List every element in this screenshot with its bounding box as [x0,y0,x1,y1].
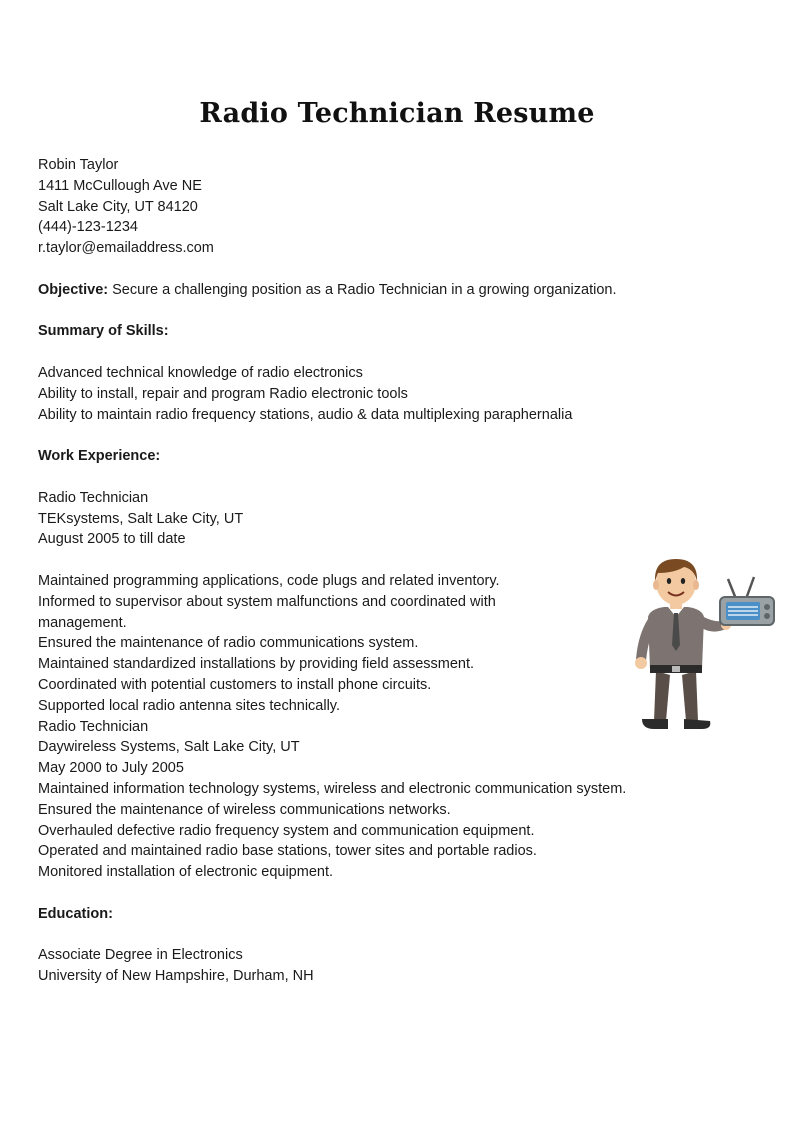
job-duty: Supported local radio antenna sites technically. [38,697,341,714]
experience-heading: Work Experience: [38,448,161,465]
job-duty: Coordinated with potential customers to install phone circuits. [38,676,432,693]
job-duty: Maintained information technology systems, wireless and electronic communication system. [38,780,627,797]
skill-item: Ability to maintain radio frequency stations, audio & data multiplexing paraphernalia [38,406,573,423]
job-duty: Monitored installation of electronic equipment. [38,864,333,881]
contact-city: Salt Lake City, UT 84120 [38,198,198,215]
objective-text: Secure a challenging position as a Radio Technician in a growing organization. [112,281,617,298]
job-duty: Maintained standardized installations by providing field assessment. [38,656,475,673]
job-duty: Operated and maintained radio base stations, tower sites and portable radios. [38,843,537,860]
skill-item: Advanced technical knowledge of radio electronics [38,364,363,381]
job-company: Daywireless Systems, Salt Lake City, UT [38,739,300,756]
job-duty: Overhauled defective radio frequency system and communication equipment. [38,822,535,839]
skill-item: Ability to install, repair and program Radio electronic tools [38,385,408,402]
objective [38,280,718,301]
education-heading: Education: [38,905,113,922]
resume-body [38,155,718,987]
objective-label: Objective: [38,281,109,298]
job-duty: Maintained programming applications, code plugs and related inventory. [38,572,500,589]
job-duty: Informed to supervisor about system malfunctions and coordinated with management. [38,593,496,631]
job-dates: May 2000 to July 2005 [38,760,184,777]
job-dates: August 2005 to till date [38,531,186,548]
job-company: TEKsystems, Salt Lake City, UT [38,510,244,527]
cartoon-man-with-radio-icon [628,553,778,733]
education-school: University of New Hampshire, Durham, NH [38,968,314,985]
skills-heading: Summary of Skills: [38,323,169,340]
page-title: Radio Technician Resume [199,98,595,129]
job-duty: Ensured the maintenance of wireless communications networks. [38,801,451,818]
contact-phone: (444)-123-1234 [38,219,138,236]
technician-illustration [628,553,778,733]
job-duty: Ensured the maintenance of radio communications system. [38,635,419,652]
job-title: Radio Technician [38,489,149,506]
contact-name: Robin Taylor [38,157,119,173]
job-title: Radio Technician [38,718,149,735]
contact-address: 1411 McCullough Ave NE [38,177,202,194]
education-degree: Associate Degree in Electronics [38,947,243,964]
contact-email: r.taylor@emailaddress.com [38,240,214,257]
